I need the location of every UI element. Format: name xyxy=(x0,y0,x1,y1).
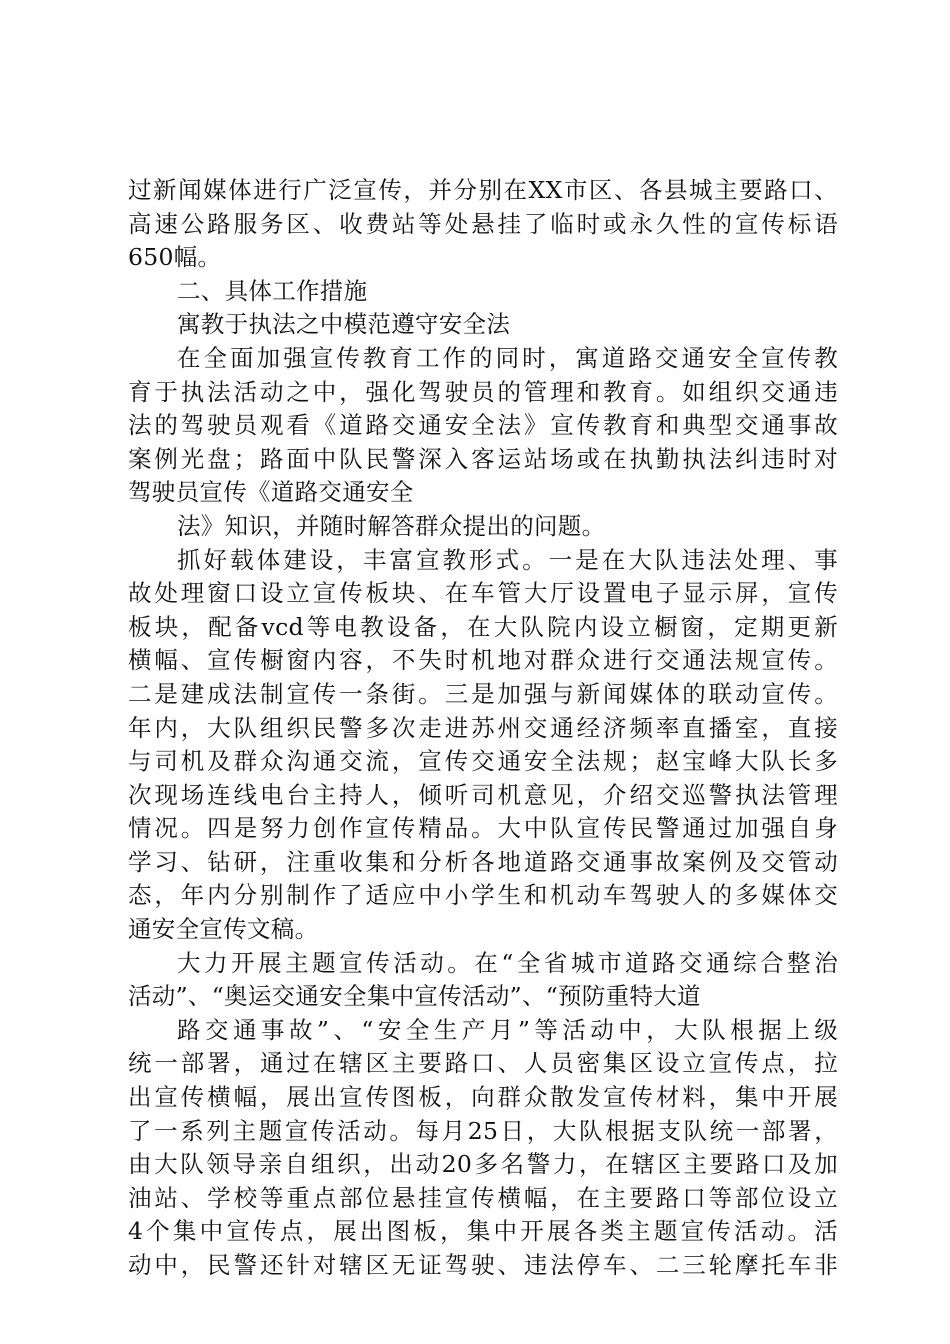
document-line: 故处理窗口设立宣传板块、在车管大厅设置电子显示屏，宣传 xyxy=(128,579,838,608)
document-line: 动中，民警还针对辖区无证驾驶、违法停车、二三轮摩托车非 xyxy=(128,1251,838,1279)
document-line: 育于执法活动之中，强化驾驶员的管理和教育。如组织交通违 xyxy=(128,377,838,406)
document-line: 案例光盘；路面中队民警深入客运站场或在执勤执法纠违时对 xyxy=(128,444,838,473)
document-line: 次现场连线电台主持人，倾听司机意见，介绍交巡警执法管理 xyxy=(128,780,838,809)
document-line: 了一系列主题宣传活动。每月25日，大队根据支队统一部署， xyxy=(128,1116,838,1145)
document-line: 过新闻媒体进行广泛宣传，并分别在XX市区、各县城主要路口、 xyxy=(128,176,838,204)
document-line: 态，年内分别制作了适应中小学生和机动车驾驶人的多媒体交 xyxy=(128,881,838,910)
document-line: 法的驾驶员观看《道路交通安全法》宣传教育和典型交通事故 xyxy=(128,411,838,440)
document-line: 法》知识，并随时解答群众提出的问题。 xyxy=(177,511,606,540)
document-line: 驾驶员宣传《道路交通安全 xyxy=(128,478,414,507)
document-line: 学习、钻研，注重收集和分析各地道路交通事故案例及交管动 xyxy=(128,847,838,876)
document-line: 4个集中宣传点，展出图板，集中开展各类主题宣传活动。活 xyxy=(128,1217,838,1246)
document-line: 与司机及群众沟通交流，宣传交通安全法规；赵宝峰大队长多 xyxy=(128,747,838,776)
document-line: 路交通事故”、“安全生产月”等活动中，大队根据上级 xyxy=(177,1015,838,1044)
document-line: 二是建成法制宣传一条街。三是加强与新闻媒体的联动宣传。 xyxy=(128,679,838,708)
document-line: 高速公路服务区、收费站等处悬挂了临时或永久性的宣传标语 xyxy=(128,209,838,238)
document-line: 板块，配备vcd等电教设备，在大队院内设立橱窗，定期更新 xyxy=(128,612,838,641)
document-line: 年内，大队组织民警多次走进苏州交通经济频率直播室，直接 xyxy=(128,713,838,742)
document-line: 抓好载体建设，丰富宣教形式。一是在大队违法处理、事 xyxy=(177,545,838,574)
document-line: 活动”、“奥运交通安全集中宣传活动”、“预防重特大道 xyxy=(128,982,701,1011)
document-line: 情况。四是努力创作宣传精品。大中队宣传民警通过加强自身 xyxy=(128,814,838,843)
document-line: 油站、学校等重点部位悬挂宣传横幅，在主要路口等部位设立 xyxy=(128,1183,838,1212)
document-line: 统一部署，通过在辖区主要路口、人员密集区设立宣传点，拉 xyxy=(128,1049,838,1078)
document-line: 寓教于执法之中模范遵守安全法 xyxy=(177,310,511,339)
document-line: 出宣传横幅，展出宣传图板，向群众散发宣传材料，集中开展 xyxy=(128,1083,838,1112)
document-line: 由大队领导亲自组织，出动20多名警力，在辖区主要路口及加 xyxy=(128,1150,838,1179)
document-body xyxy=(128,174,838,1283)
document-line: 大力开展主题宣传活动。在“全省城市道路交通综合整治 xyxy=(177,948,838,977)
document-line: 通安全宣传文稿。 xyxy=(128,915,319,944)
document-line: 650幅。 xyxy=(128,243,222,272)
document-line: 横幅、宣传橱窗内容，不失时机地对群众进行交通法规宣传。 xyxy=(128,646,838,675)
document-line: 在全面加强宣传教育工作的同时，寓道路交通安全宣传教 xyxy=(177,343,838,372)
document-line: 二、具体工作措施 xyxy=(177,276,368,305)
